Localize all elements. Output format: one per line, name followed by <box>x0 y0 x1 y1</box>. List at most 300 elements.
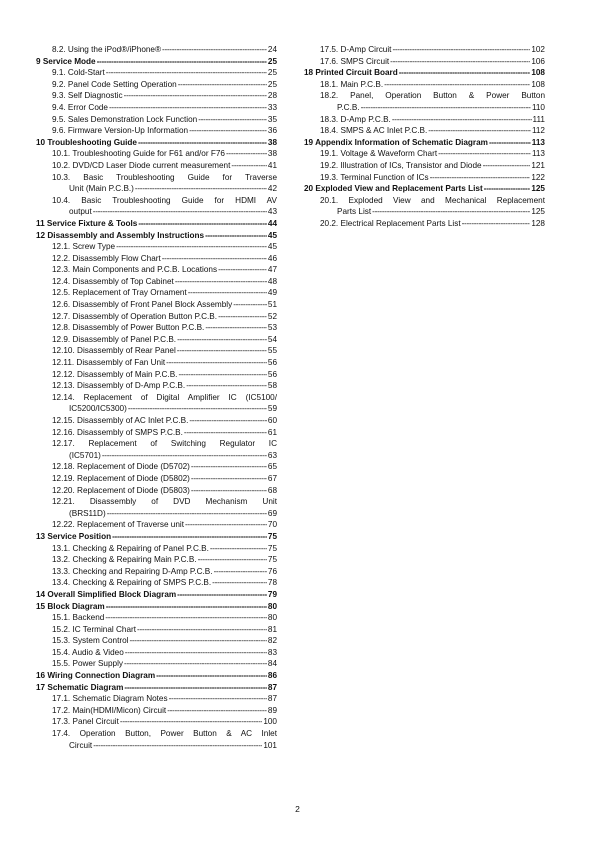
toc-entry-title: 9.4. Error Code <box>52 102 108 112</box>
toc-subsection[interactable] <box>36 485 277 497</box>
toc-subsection[interactable] <box>304 79 545 91</box>
toc-entry-page: 68 <box>267 485 277 495</box>
toc-entry-line <box>304 137 545 149</box>
toc-entry-title: Parts List <box>337 207 372 217</box>
toc-section[interactable] <box>36 601 277 613</box>
toc-entry-title: 9 Service Mode <box>36 56 96 66</box>
toc-subsection[interactable] <box>304 114 545 126</box>
toc-leader-dots <box>218 311 267 323</box>
toc-leader-dots <box>205 230 267 242</box>
toc-leader-dots <box>169 693 267 705</box>
toc-entry-line <box>36 56 277 68</box>
toc-leader-dots <box>392 44 530 56</box>
toc-section[interactable] <box>304 67 545 79</box>
toc-entry-line <box>52 577 277 589</box>
toc-leader-dots <box>428 125 531 137</box>
toc-entry-page: 48 <box>267 276 277 286</box>
toc-subsection[interactable] <box>36 496 277 519</box>
toc-leader-dots <box>105 612 267 624</box>
toc-subsection[interactable] <box>304 160 545 172</box>
toc-entry-line <box>52 450 277 462</box>
toc-entry-title: 12.13. Disassembly of D-Amp P.C.B. <box>52 381 186 391</box>
toc-subsection[interactable] <box>36 264 277 276</box>
toc-leader-dots <box>390 56 530 68</box>
toc-leader-dots <box>106 601 267 613</box>
toc-subsection[interactable] <box>36 543 277 555</box>
toc-leader-dots <box>124 658 267 670</box>
toc-leader-dots <box>107 508 267 520</box>
toc-leader-dots <box>198 554 267 566</box>
toc-entry-line <box>52 380 277 392</box>
toc-entry-page: 128 <box>531 218 545 228</box>
toc-entry-page: 78 <box>267 578 277 588</box>
toc-entry-page: 70 <box>267 520 277 530</box>
toc-entry-line <box>52 403 277 415</box>
toc-entry-title: 9.3. Self Diagnostic <box>52 91 123 101</box>
toc-entry-page: 101 <box>263 740 277 750</box>
toc-leader-dots <box>184 427 267 439</box>
toc-section[interactable] <box>36 230 277 242</box>
toc-entry-title: 18 Printed Circuit Board <box>304 68 398 78</box>
toc-entry-title: 17.2. Main(HDMI/Micon) Circuit <box>52 705 167 715</box>
toc-entry-title: 12.22. Replacement of Traverse unit <box>52 520 184 530</box>
toc-entry-line <box>320 206 545 218</box>
toc-leader-dots <box>212 577 267 589</box>
toc-entry-line <box>52 114 277 126</box>
toc-subsection[interactable] <box>36 577 277 589</box>
toc-entry-page: 47 <box>267 265 277 275</box>
toc-entry-line <box>52 693 277 705</box>
toc-entry-title: 12.17. Replacement of Switching Regulator IC <box>52 439 277 449</box>
toc-section[interactable] <box>36 682 277 694</box>
toc-subsection[interactable] <box>36 160 277 172</box>
toc-entry-title: 12.8. Disassembly of Power Button P.C.B. <box>52 323 205 333</box>
toc-entry-line <box>52 612 277 624</box>
toc-entry-page: 111 <box>532 114 545 124</box>
toc-leader-dots <box>93 206 267 218</box>
toc-entry-title: 12.2. Disassembly Flow Chart <box>52 253 161 263</box>
toc-leader-dots <box>137 624 267 636</box>
toc-entry-title: 14 Overall Simplified Block Diagram <box>36 589 177 599</box>
toc-entry-page: 75 <box>267 531 277 541</box>
toc-entry-page: 46 <box>267 253 277 263</box>
toc-entry-line <box>52 566 277 578</box>
toc-leader-dots <box>484 183 531 195</box>
toc-subsection[interactable] <box>36 334 277 346</box>
toc-subsection[interactable] <box>36 705 277 717</box>
toc-entry-line <box>52 125 277 137</box>
toc-leader-dots <box>138 218 267 230</box>
toc-leader-dots <box>392 114 532 126</box>
toc-entry-line <box>304 183 545 195</box>
toc-entry-page: 25 <box>267 79 277 89</box>
toc-entry-page: 43 <box>267 207 277 217</box>
toc-entry-page: 61 <box>267 427 277 437</box>
toc-leader-dots <box>462 218 531 230</box>
toc-subsection[interactable] <box>36 658 277 670</box>
toc-entry-title: output <box>69 207 92 217</box>
toc-entry-line <box>52 345 277 357</box>
toc-subsection[interactable] <box>36 612 277 624</box>
toc-entry-page: 81 <box>267 624 277 634</box>
toc-section[interactable] <box>36 589 277 601</box>
toc-subsection[interactable] <box>36 276 277 288</box>
toc-entry-page: 60 <box>267 416 277 425</box>
toc-entry-line <box>52 705 277 717</box>
toc-subsection[interactable] <box>36 427 277 439</box>
toc-entry-title: 13.3. Checking and Repairing D-Amp P.C.B. <box>52 566 213 576</box>
toc-entry-page: 59 <box>267 404 277 414</box>
toc-column-left <box>36 44 277 751</box>
toc-entry-line <box>52 427 277 439</box>
toc-subsection[interactable] <box>304 56 545 68</box>
toc-entry-title: 13.4. Checking & Repairing of SMPS P.C.B. <box>52 578 212 588</box>
toc-subsection[interactable] <box>36 125 277 137</box>
toc-entry-line <box>52 554 277 566</box>
toc-subsection[interactable] <box>36 624 277 636</box>
toc-subsection[interactable] <box>36 415 277 427</box>
toc-entry-line <box>52 519 277 531</box>
toc-leader-dots <box>489 137 531 149</box>
toc-subsection[interactable] <box>36 148 277 160</box>
toc-entry-line <box>52 148 277 160</box>
toc-entry-line <box>320 102 545 114</box>
toc-leader-dots <box>189 125 267 137</box>
toc-entry-title: 9.2. Panel Code Setting Operation <box>52 79 177 89</box>
toc-leader-dots <box>372 206 530 218</box>
toc-entry-title: 12.19. Replacement of Diode (D5802) <box>52 473 190 483</box>
toc-entry-page: 108 <box>531 79 545 89</box>
toc-subsection[interactable] <box>304 90 545 113</box>
toc-leader-dots <box>162 253 267 265</box>
toc-entry-line <box>52 90 277 102</box>
toc-leader-dots <box>399 67 531 79</box>
toc-entry-page: 76 <box>267 566 277 576</box>
toc-entry-line <box>52 508 277 520</box>
toc-section[interactable] <box>36 56 277 68</box>
toc-entry-title: IC5200/IC5300) <box>69 404 127 414</box>
toc-subsection[interactable] <box>36 44 277 56</box>
toc-leader-dots <box>483 160 531 172</box>
toc-entry-title: 12.11. Disassembly of Fan Unit <box>52 358 166 368</box>
toc-subsection[interactable] <box>36 647 277 659</box>
toc-entry-page: 100 <box>263 717 277 727</box>
toc-leader-dots <box>129 635 266 647</box>
toc-entry-page: 87 <box>267 682 277 692</box>
toc-leader-dots <box>97 56 267 68</box>
toc-entry-title: 12.5. Replacement of Tray Ornament <box>52 288 187 298</box>
toc-entry-page: 55 <box>267 346 277 356</box>
toc-leader-dots <box>430 172 531 184</box>
toc-entry-page: 52 <box>267 311 277 321</box>
toc-entry-title: 9.5. Sales Demonstration Lock Function <box>52 114 198 124</box>
toc-entry-line <box>52 253 277 265</box>
toc-entry-page: 83 <box>267 647 277 657</box>
toc-entry-title: 10.1. Troubleshooting Guide for F61 and/or F76 <box>52 149 225 159</box>
toc-entry-line <box>52 241 277 253</box>
toc-subsection[interactable] <box>36 102 277 114</box>
toc-entry-page: 110 <box>531 102 545 112</box>
toc-entry-line <box>52 276 277 288</box>
toc-leader-dots <box>138 137 267 149</box>
toc-entry-line <box>36 601 277 613</box>
toc-leader-dots <box>162 44 267 56</box>
toc-entry-title: 17.6. SMPS Circuit <box>320 56 390 66</box>
toc-subsection[interactable] <box>36 241 277 253</box>
toc-entry-title: 9.1. Cold-Start <box>52 68 105 78</box>
toc-leader-dots <box>185 519 267 531</box>
toc-entry-page: 113 <box>531 137 545 147</box>
toc-entry-title: 17.5. D-Amp Circuit <box>320 45 392 54</box>
toc-entry-title: 18.4. SMPS & AC Inlet P.C.B. <box>320 126 428 136</box>
toc-entry-page: 38 <box>267 137 277 147</box>
toc-leader-dots <box>109 102 267 114</box>
toc-entry-page: 87 <box>267 694 277 704</box>
toc-leader-dots <box>231 160 267 172</box>
toc-subsection[interactable] <box>36 172 277 195</box>
toc-entry-page: 106 <box>531 56 545 66</box>
toc-entry-title: 10.4. Basic Troubleshooting Guide for HDMI AV <box>52 195 277 205</box>
toc-subsection[interactable] <box>36 195 277 218</box>
toc-entry-line <box>320 148 545 160</box>
toc-subsection[interactable] <box>304 172 545 184</box>
toc-leader-dots <box>102 450 267 462</box>
toc-section[interactable] <box>36 218 277 230</box>
toc-entry-line <box>52 647 277 659</box>
toc-entry-line <box>52 44 277 56</box>
toc-entry-page: 28 <box>267 91 277 101</box>
toc-entry-title: 10.3. Basic Troubleshooting Guide for Traverse <box>52 172 277 182</box>
toc-subsection[interactable] <box>36 392 277 415</box>
toc-entry-title: P.C.B. <box>337 102 360 112</box>
toc-entry-title: 12.15. Disassembly of AC Inlet P.C.B. <box>52 416 189 425</box>
toc-entry-line <box>52 740 277 752</box>
toc-entry-title: 20.1. Exploded View and Mechanical Replacement <box>320 195 545 205</box>
toc-entry-line <box>36 682 277 694</box>
toc-entry-line <box>320 56 545 68</box>
toc-entry-page: 45 <box>267 230 277 240</box>
toc-entry-line <box>52 206 277 218</box>
toc-entry-title: 12.16. Disassembly of SMPS P.C.B. <box>52 427 183 437</box>
toc-entry-page: 125 <box>531 207 545 217</box>
toc-section[interactable] <box>36 531 277 543</box>
toc-subsection[interactable] <box>36 287 277 299</box>
toc-subsection[interactable] <box>36 299 277 311</box>
toc-leader-dots <box>135 183 267 195</box>
toc-entry-line <box>52 79 277 91</box>
toc-leader-dots <box>198 114 267 126</box>
toc-entry-title: 19 Appendix Information of Schematic Diagram <box>304 137 488 147</box>
toc-subsection[interactable] <box>36 554 277 566</box>
toc-entry-page: 108 <box>531 68 545 78</box>
toc-entry-page: 36 <box>267 126 277 136</box>
toc-entry-title: 15.4. Audio & Video <box>52 647 124 657</box>
toc-leader-dots <box>177 334 267 346</box>
toc-leader-dots <box>188 287 267 299</box>
toc-entry-page: 45 <box>267 242 277 252</box>
toc-leader-dots <box>93 740 262 752</box>
toc-subsection[interactable] <box>36 461 277 473</box>
toc-leader-dots <box>191 485 267 497</box>
toc-entry-line <box>36 230 277 242</box>
toc-entry-line <box>304 67 545 79</box>
toc-entry-page: 63 <box>267 450 277 460</box>
toc-subsection[interactable] <box>36 473 277 485</box>
toc-entry-title: 10 Troubleshooting Guide <box>36 137 137 147</box>
toc-entry-title: 18.1. Main P.C.B. <box>320 79 384 89</box>
toc-entry-line <box>36 670 277 682</box>
toc-entry-line <box>36 531 277 543</box>
toc-entry-title: Unit (Main P.C.B.) <box>69 184 134 194</box>
toc-entry-line <box>52 311 277 323</box>
toc-entry-title: 19.1. Voltage & Waveform Chart <box>320 149 438 159</box>
toc-entry-page: 113 <box>531 149 545 159</box>
toc-entry-page: 24 <box>267 45 277 54</box>
toc-entry-title: 17.4. Operation Button, Power Button & AC Inlet <box>52 729 277 739</box>
toc-entry-page: 67 <box>267 473 277 483</box>
toc-subsection[interactable] <box>304 148 545 160</box>
toc-entry-title: 12.14. Replacement of Digital Amplifier IC (IC5100/ <box>52 392 277 402</box>
toc-entry-line <box>52 635 277 647</box>
toc-entry-page: 122 <box>531 172 545 182</box>
toc-entry-title: 19.3. Terminal Function of ICs <box>320 172 429 182</box>
toc-subsection[interactable] <box>304 218 545 230</box>
toc-section[interactable] <box>304 137 545 149</box>
toc-entry-page: 82 <box>267 636 277 646</box>
toc-entry-title: 12.1. Screw Type <box>52 242 116 252</box>
toc-subsection[interactable] <box>36 519 277 531</box>
toc-entry-title: 12.4. Disassembly of Top Cabinet <box>52 276 174 286</box>
toc-entry-page: 44 <box>267 218 277 228</box>
toc-entry-title: 9.6. Firmware Version-Up Information <box>52 126 189 136</box>
toc-leader-dots <box>438 148 531 160</box>
toc-section[interactable] <box>36 137 277 149</box>
toc-entry-title: 12.3. Main Components and P.C.B. Locations <box>52 265 218 275</box>
toc-leader-dots <box>384 79 530 91</box>
toc-section[interactable] <box>304 183 545 195</box>
toc-subsection[interactable] <box>36 253 277 265</box>
toc-leader-dots <box>189 415 267 427</box>
toc-subsection[interactable] <box>36 322 277 334</box>
toc-leader-dots <box>178 369 266 381</box>
toc-entry-title: 18.2. Panel, Operation Button & Power Button <box>320 91 545 101</box>
toc-entry-line <box>52 299 277 311</box>
toc-entry-line <box>320 44 545 56</box>
toc-subsection[interactable] <box>36 380 277 392</box>
toc-subsection[interactable] <box>36 369 277 381</box>
toc-entry-title: 15.5. Power Supply <box>52 659 124 669</box>
toc-subsection[interactable] <box>36 716 277 728</box>
toc-leader-dots <box>178 79 267 91</box>
toc-entry-page: 58 <box>267 381 277 391</box>
toc-entry-title: 12.7. Disassembly of Operation Button P.C.B. <box>52 311 218 321</box>
toc-leader-dots <box>120 716 262 728</box>
toc-entry-title: 17.3. Panel Circuit <box>52 717 119 727</box>
toc-entry-page: 25 <box>267 68 277 78</box>
toc-section[interactable] <box>36 670 277 682</box>
toc-subsection[interactable] <box>304 195 545 218</box>
toc-entry-line <box>320 172 545 184</box>
toc-entry-line <box>52 543 277 555</box>
toc-entry-line <box>52 357 277 369</box>
toc-entry-line <box>52 322 277 334</box>
toc-entry-page: 125 <box>531 184 545 194</box>
toc-entry-page: 42 <box>267 184 277 194</box>
toc-leader-dots <box>233 299 267 311</box>
toc-subsection[interactable] <box>36 693 277 705</box>
toc-subsection[interactable] <box>36 67 277 79</box>
toc-entry-title: 16 Wiring Connection Diagram <box>36 671 156 681</box>
toc-entry-page: 89 <box>267 705 277 715</box>
toc-entry-page: 80 <box>267 613 277 623</box>
toc-entry-title: 17 Schematic Diagram <box>36 682 124 692</box>
toc-subsection[interactable] <box>36 345 277 357</box>
toc-entry-line <box>52 461 277 473</box>
toc-subsection[interactable] <box>304 44 545 56</box>
toc-entry-line <box>36 589 277 601</box>
toc-entry-line <box>36 137 277 149</box>
toc-entry-line <box>52 415 277 427</box>
toc-entry-page: 49 <box>267 288 277 298</box>
toc-entry-page: 54 <box>267 334 277 344</box>
toc-subsection[interactable] <box>36 438 277 461</box>
toc-entry-title: 13.1. Checking & Repairing of Panel P.C.B. <box>52 543 209 553</box>
toc-leader-dots <box>112 531 267 543</box>
toc-subsection[interactable] <box>36 357 277 369</box>
toc-subsection[interactable] <box>36 566 277 578</box>
toc-entry-page: 35 <box>267 114 277 124</box>
toc-subsection[interactable] <box>36 90 277 102</box>
toc-entry-title: 12.20. Replacement of Diode (D5803) <box>52 485 190 495</box>
toc-entry-title: Circuit <box>69 740 93 750</box>
toc-entry-title: 13.2. Checking & Repairing Main P.C.B. <box>52 555 197 565</box>
toc-entry-title: 11 Service Fixture & Tools <box>36 218 138 228</box>
toc-subsection[interactable] <box>36 311 277 323</box>
toc-entry-title: 18.3. D-Amp P.C.B. <box>320 114 391 124</box>
toc-entry-title: 19.2. Illustration of ICs, Transistor and Diode <box>320 160 482 170</box>
toc-entry-line <box>52 624 277 636</box>
toc-leader-dots <box>191 461 267 473</box>
toc-entry-line <box>320 125 545 137</box>
toc-entry-title: 8.2. Using the iPod®/iPhone® <box>52 45 162 54</box>
toc-subsection[interactable] <box>36 635 277 647</box>
toc-entry-page: 75 <box>267 555 277 565</box>
toc-leader-dots <box>124 682 267 694</box>
toc-entry-title: 12.12. Disassembly of Main P.C.B. <box>52 369 178 379</box>
toc-leader-dots <box>177 589 267 601</box>
toc-subsection[interactable] <box>304 125 545 137</box>
toc-subsection[interactable] <box>36 114 277 126</box>
toc-entry-page: 80 <box>267 601 277 611</box>
toc-subsection[interactable] <box>36 79 277 91</box>
toc-leader-dots <box>175 276 267 288</box>
toc-entry-page: 112 <box>531 126 545 136</box>
toc-entry-line <box>52 160 277 172</box>
toc-entry-page: 84 <box>267 659 277 669</box>
toc-leader-dots <box>128 403 267 415</box>
toc-entry-line <box>320 114 545 126</box>
toc-entry-title: 15.3. System Control <box>52 636 129 646</box>
toc-entry-title: (IC5701) <box>69 450 101 460</box>
toc-entry-page: 65 <box>267 462 277 472</box>
toc-entry-line <box>52 334 277 346</box>
toc-leader-dots <box>218 264 267 276</box>
toc-entry-page: 56 <box>267 358 277 368</box>
toc-subsection[interactable] <box>36 728 277 751</box>
toc-entry-page: 51 <box>267 300 277 310</box>
toc-entry-line <box>52 67 277 79</box>
toc-leader-dots <box>116 241 267 253</box>
